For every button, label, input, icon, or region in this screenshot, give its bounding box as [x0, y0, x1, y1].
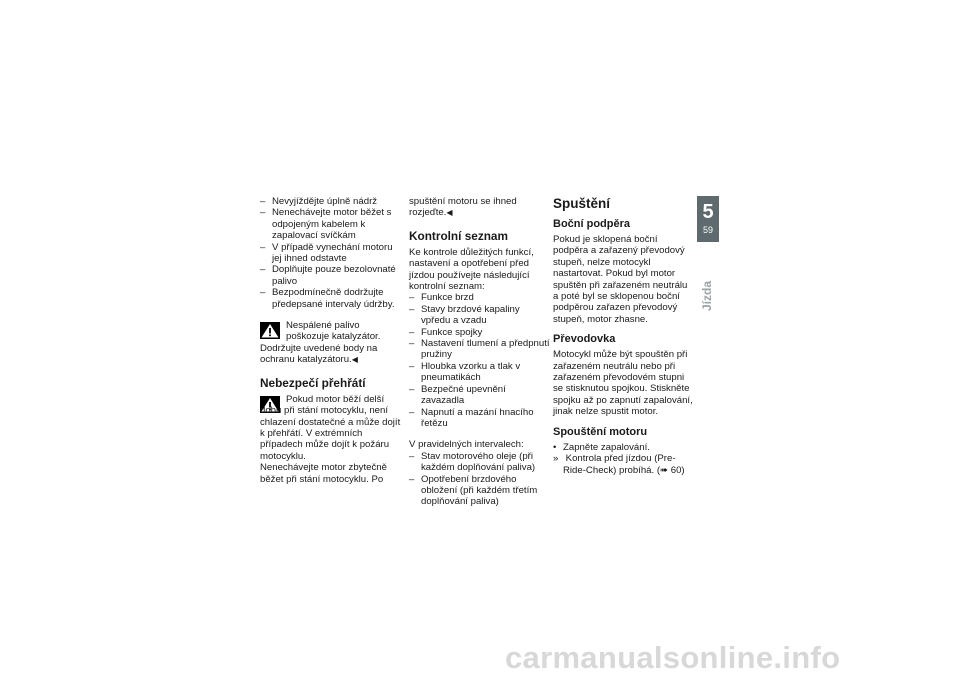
paragraph: Nenechávejte motor zbytečně běžet při stání motocyklu. Po — [260, 462, 387, 485]
warning-text: Pokud motor běží delší dobu při stání motocyklu, není chlazení dostatečné a může dojít k přehřátí. V extrémních případech může dojít k požáru motocyklu. — [260, 393, 401, 462]
list-item: – Bezpečné upevnění zavazadla — [409, 384, 551, 407]
section-heading: Kontrolní seznam — [409, 228, 508, 243]
subsection-heading: Spouštění motoru — [553, 425, 648, 438]
list-item: – Napnutí a mazání hnacího řetězu — [409, 407, 551, 430]
end-mark-icon: ◀ — [351, 355, 358, 365]
list-item: – Hloubka vzorku a tlak v pneumatikách — [409, 361, 551, 384]
subsection-heading: Převodovka — [553, 333, 616, 346]
warning-text: Nespálené palivo poškozuje katalyzátor. — [286, 320, 381, 343]
list-item: – Funkce brzd — [409, 292, 551, 303]
paragraph: Ke kontrole důležitých funkcí, nastavení a opotřebení před jízdou používejte následující kontrolní seznam: — [409, 246, 534, 293]
list-item: – Bezpodmínečně dodržujte předepsané intervaly údržby. — [260, 287, 402, 310]
list-item: – Nenechávejte motor běžet s odpojeným kabelem k zapalovací svíčkám — [260, 207, 402, 241]
list-item: – Nevyjíždějte úplně nádrž — [260, 196, 402, 207]
paragraph: spuštění motoru se ihned rozjeďte.◀ — [409, 196, 517, 219]
paragraph: Motocykl může být spouštěn při zařazeném neutrálu nebo při zařazeném převodovém stupni se stisknutou spojkou. Stiskněte spojku až po zapnutí zapalování, jinak nelze spustit motor. — [553, 349, 693, 418]
page-reference[interactable]: (➠ 60) — [656, 464, 685, 476]
chapter-label: Jízda — [700, 281, 714, 312]
list-item: – Funkce spojky — [409, 327, 551, 338]
warning-triangle-icon — [260, 322, 280, 339]
subsection-heading: Boční podpěra — [553, 218, 631, 230]
list-item: » Kontrola před jízdou (Pre-Ride-Check) probíhá. (➠ 60) — [553, 453, 695, 476]
list-item: – Stavy brzdové kapaliny vpředu a vzadu — [409, 304, 551, 327]
column-left — [260, 196, 402, 485]
paragraph: V pravidelných intervalech: — [409, 439, 524, 451]
end-mark-icon: ◀ — [446, 208, 453, 218]
chapter-tab — [697, 196, 719, 242]
warning-overheat — [260, 394, 402, 462]
watermark: carmanualsonline.info — [505, 640, 841, 675]
list-item: – Doplňujte pouze bezolovnaté palivo — [260, 264, 402, 287]
page-number: 59 — [702, 225, 713, 235]
column-right — [553, 196, 695, 476]
chapter-number: 5 — [702, 201, 714, 223]
section-heading: Nebezpečí přehřátí — [260, 375, 366, 390]
list-item: – V případě vynechání motoru jej ihned odstavte — [260, 242, 402, 265]
chapter-heading: Spuštění — [553, 196, 611, 211]
list-item: • Zapněte zapalování. — [553, 442, 695, 453]
warning-catalyst — [260, 320, 402, 343]
list-item: – Stav motorového oleje (při každém doplňování paliva) — [409, 451, 551, 474]
paragraph: Dodržujte uvedené body na ochranu katalyzátoru.◀ — [260, 342, 378, 366]
list-item: – Opotřebení brzdového obložení (při každém třetím doplňování paliva) — [409, 474, 551, 508]
column-middle — [409, 196, 551, 508]
paragraph: Pokud je sklopená boční podpěra a zařazený převodový stupeň, nelze motocykl nastartovat. Pokud byl motor spuštěn při zařazeném neutrálu a poté byl se sklopenou boční podpěrou zařazen převodový stupeň, motor zhasne. — [553, 234, 688, 325]
list-item: – Nastavení tlumení a předpnutí pružiny — [409, 338, 551, 361]
